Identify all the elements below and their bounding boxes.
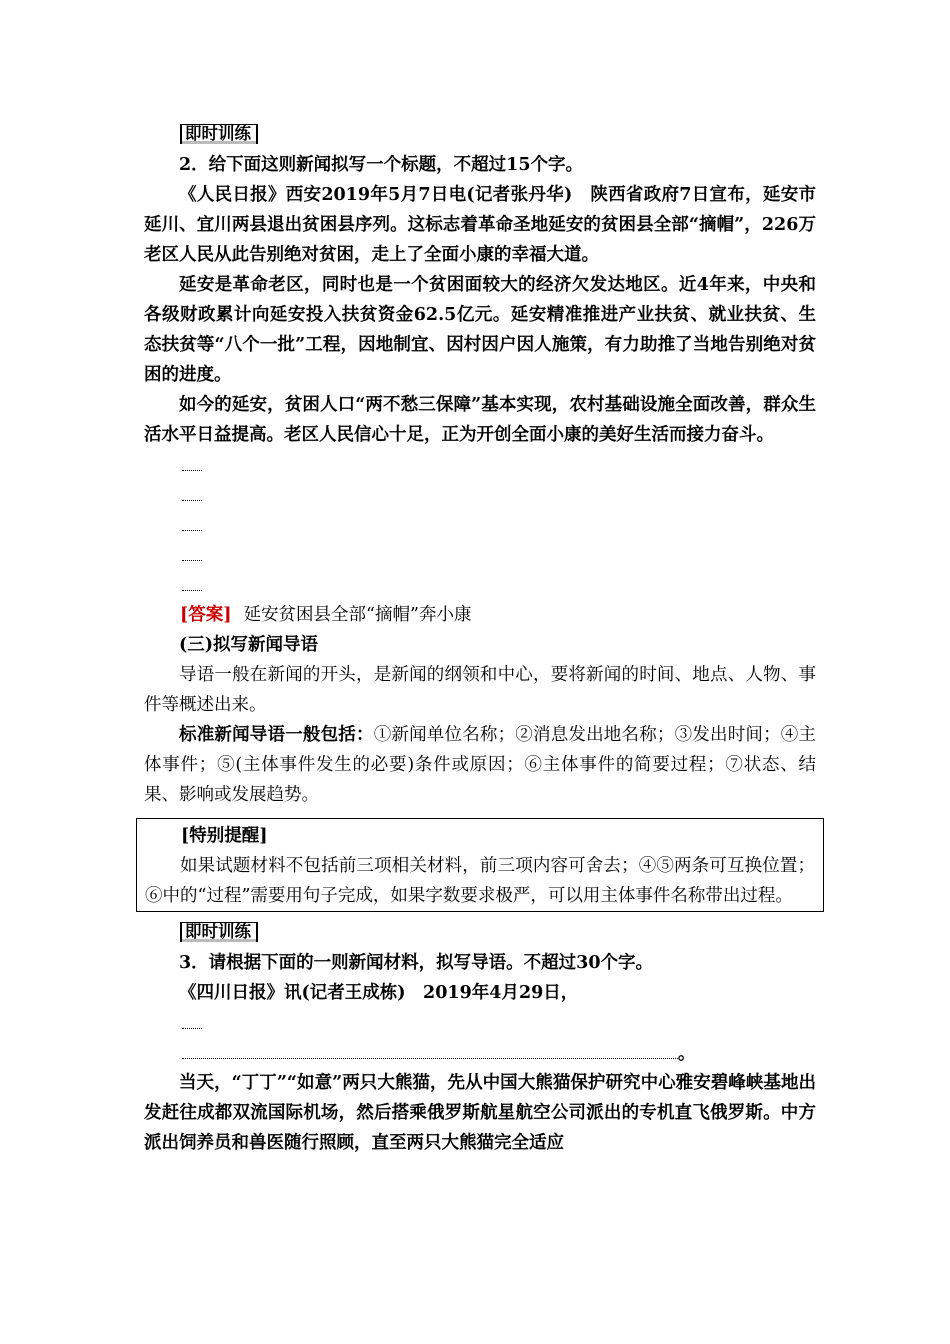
reminder-title: [特别提醒] [181,826,268,846]
answer-label: [答案] [180,605,232,625]
news-paragraph-1: 《人民日报》西安2019年5月7日电(记者张丹华) 陕西省政府7日宣布，延安市延川、宜川两县退出贫困县序列。这标志着革命圣地延安的贫困县全部“摘帽”，226万老区人民从此告别绝对贫困，走上了全面小康的幸福大道。 [144,185,816,265]
intro-paragraph: 导语一般在新闻的开头，是新闻的纲领和中心，要将新闻的时间、地点、人物、事件等概述出来。 [144,665,816,715]
reminder-text: 如果试题材料不包括前三项相关材料，前三项内容可舍去；④⑤两条可互换位置；⑥中的“过程”需要用句子完成，如果字数要求极严，可以用主体事件名称带出过程。 [145,856,815,906]
answer-blank-line [144,450,816,480]
answer-blank-line [144,540,816,570]
answer-blank-line-long [144,1038,816,1068]
news-body: 当天，“丁丁”“如意”两只大熊猫，先从中国大熊猫保护研究中心雅安碧峰峡基地出发赶往成都双流国际机场，然后搭乘俄罗斯航星航空公司派出的专机直飞俄罗斯。中方派出饲养员和兽医随行照顾，直至两只大熊猫完全适应 [144,1073,816,1153]
standard-label: 标准新闻导语一般包括： [179,725,374,745]
practice-tag-row [144,118,816,150]
document-page [144,118,816,1158]
answer-blank-line [144,480,816,510]
special-reminder-box [136,818,824,912]
question-3: 3．请根据下面的一则新闻材料，拟写导语。不超过30个字。 [179,953,654,973]
news-paragraph-2: 延安是革命老区，同时也是一个贫困面较大的经济欠发达地区。近4年来，中央和各级财政累计向延安投入扶贫资金62.5亿元。延安精准推进产业扶贫、就业扶贫、生态扶贫等“八个一批”工程，因地制宜、因村因户因人施策，有力助推了当地告别绝对贫困的进度。 [144,275,816,385]
practice-tag: 即时训练 [180,922,258,942]
news-paragraph-3: 如今的延安，贫困人口“两不愁三保障”基本实现，农村基础设施全面改善，群众生活水平日益提高。老区人民信心十足，正为开创全面小康的美好生活而接力奋斗。 [144,395,816,445]
answer-blank-line [144,1008,816,1038]
answer-line [144,600,816,630]
standard-text: ①新闻单位名称；②消息发出地名称；③发出时间；④主体事件；⑤(主体事件发生的必要)条件或原因；⑥主体事件的简要过程；⑦状态、结果、影响或发展趋势。 [144,725,817,805]
news-lead: 《四川日报》讯(记者王成栋) 2019年4月29日， [179,983,579,1003]
answer-text: 延安贫困县全部“摘帽”奔小康 [243,605,472,625]
section-heading: (三)拟写新闻导语 [179,635,319,655]
standard-paragraph [144,720,816,810]
practice-tag-row [144,916,816,948]
question-2: 2．给下面这则新闻拟写一个标题，不超过15个字。 [179,155,584,175]
answer-blank-line [144,510,816,540]
period-mark: 。 [678,1044,695,1064]
answer-blank-line [144,570,816,600]
practice-tag: 即时训练 [180,124,258,144]
